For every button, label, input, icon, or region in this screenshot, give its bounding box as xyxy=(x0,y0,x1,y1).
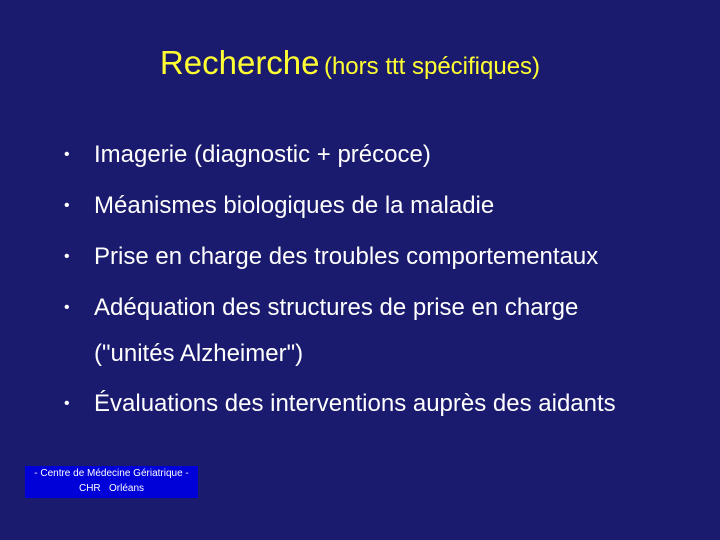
bullet-icon: • xyxy=(64,146,70,163)
bullet-text-line-1: Adéquation des structures de prise en charge xyxy=(94,294,579,321)
title-main: Recherche xyxy=(159,44,320,81)
bullet-item xyxy=(64,141,431,169)
bullet-item xyxy=(64,192,494,220)
bullet-text-line-2: ("unités Alzheimer") xyxy=(94,340,304,367)
bullet-item xyxy=(64,243,598,271)
bullet-item xyxy=(64,294,578,368)
title-subtitle: (hors ttt spécifiques) xyxy=(323,53,541,80)
bullet-icon: • xyxy=(64,197,70,214)
bullet-text xyxy=(94,294,578,368)
footer-box xyxy=(25,466,198,498)
bullet-icon: • xyxy=(64,395,70,412)
bullet-text: Évaluations des interventions auprès des aidants xyxy=(94,390,616,417)
bullet-text: Imagerie (diagnostic + précoce) xyxy=(94,141,431,168)
footer-line-2: CHR Orléans xyxy=(78,483,144,494)
bullet-text: Méanismes biologiques de la maladie xyxy=(94,192,495,219)
footer-line-1: - Centre de Médecine Gériatrique - xyxy=(34,468,189,479)
bullet-icon: • xyxy=(64,248,70,265)
bullet-text: Prise en charge des troubles comportementaux xyxy=(94,243,599,270)
bullet-item xyxy=(64,390,616,418)
bullet-icon: • xyxy=(64,299,70,316)
